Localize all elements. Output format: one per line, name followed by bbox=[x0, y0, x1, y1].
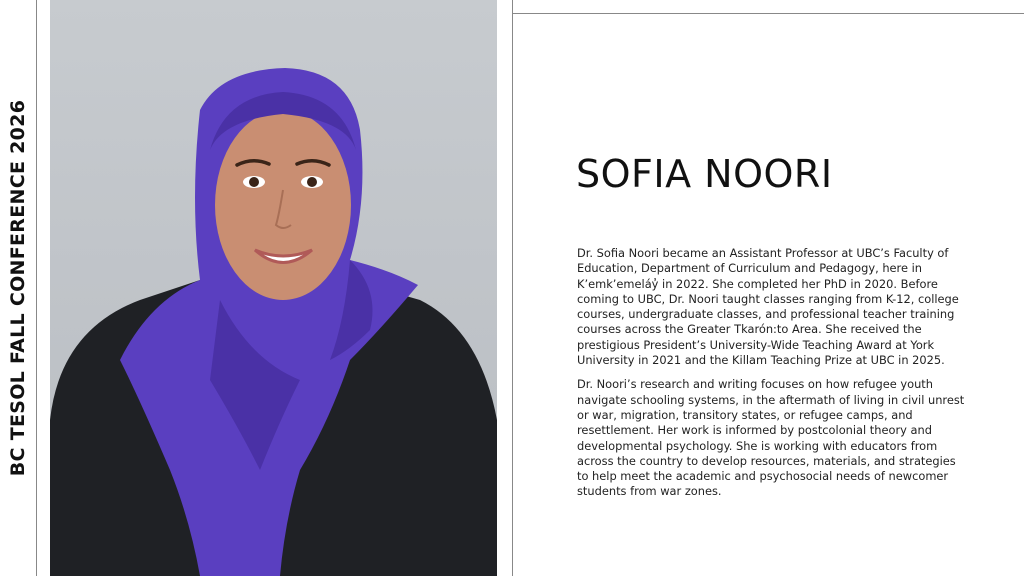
speaker-bio bbox=[577, 246, 967, 509]
bio-paragraph: Dr. Noori’s research and writing focuses on how refugee youth navigate schooling systems, in the aftermath of living in civil unrest or war, migration, transitory states, or refugee camps, and resettlement. Her work is informed by postcolonial theory and developmental psychology. She is working with educators from across the country to develop resources, materials, and strategies to help meet the academic and psychosocial needs of newcomer students from war zones. bbox=[577, 377, 965, 499]
divider-left bbox=[36, 0, 37, 576]
speaker-photo bbox=[50, 0, 497, 576]
divider-right bbox=[512, 0, 513, 576]
bio-paragraph: Dr. Sofia Noori became an Assistant Professor at UBC’s Faculty of Education, Department of Curriculum and Pedagogy, here in K’emk’emeláy̓ in 2022. She completed her PhD in 2020. Before coming to UBC, Dr. Noori taught classes ranging from K-12, college courses, undergraduate classes, and professional teacher training courses across the Greater Tkarón:to Area. She received the prestigious President’s University-Wide Teaching Award at York University in 2021 and the Killam Teaching Prize at UBC in 2025. bbox=[577, 246, 959, 368]
speaker-name: SOFIA NOORI bbox=[576, 152, 833, 196]
conference-title-vertical bbox=[0, 0, 36, 576]
divider-top bbox=[512, 13, 1024, 14]
conference-title: BC TESOL FALL CONFERENCE 2026 bbox=[7, 99, 29, 477]
